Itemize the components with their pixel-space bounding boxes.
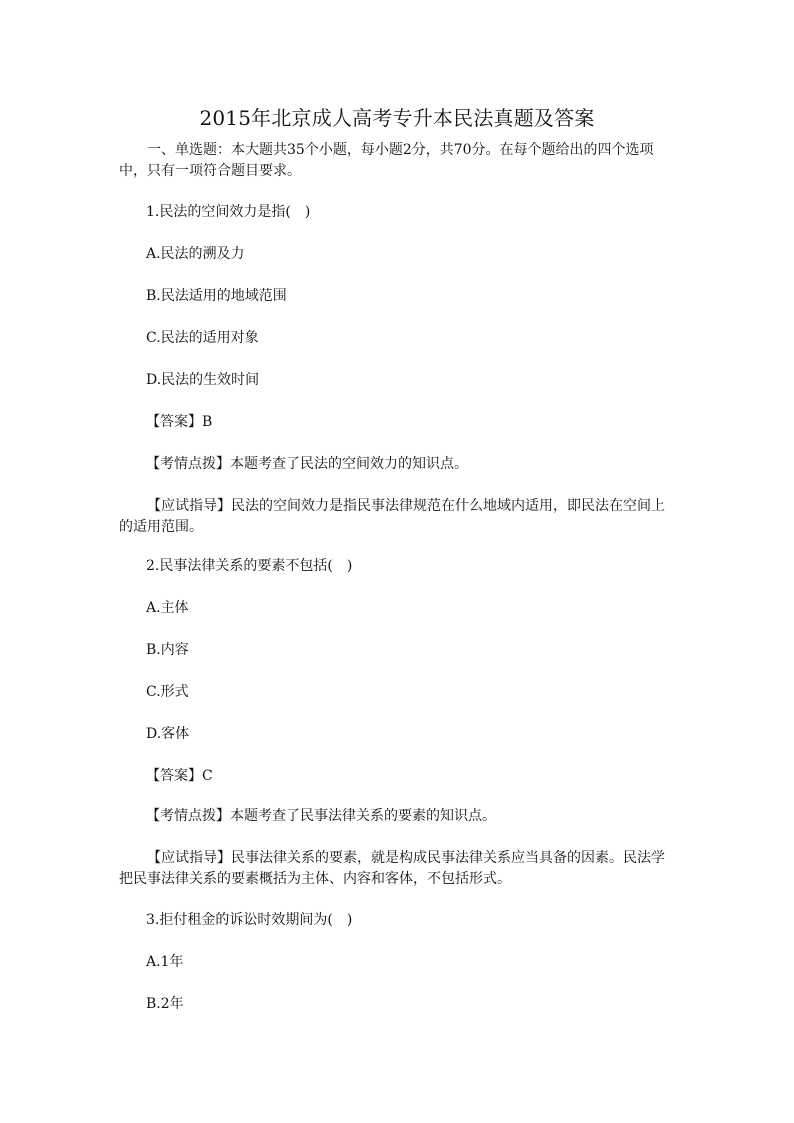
question-1-answer: 【答案】B — [146, 414, 213, 430]
question-1-option-b: B.民法适用的地域范围 — [146, 288, 287, 304]
question-1-option-c: C.民法的适用对象 — [146, 330, 259, 346]
question-2-option-b: B.内容 — [146, 642, 189, 658]
section-intro: 一、单选题：本大题共35个小题，每小题2分，共70分。在每个题给出的四个选项中，只有一项符合题目要求。 — [119, 142, 654, 179]
question-1-guidance: 【应试指导】民法的空间效力是指民事法律规范在什么地域内适用，即民法在空间上的适用范围。 — [119, 498, 665, 535]
question-1-knowledge-point: 【考情点拨】本题考查了民法的空间效力的知识点。 — [146, 456, 468, 472]
question-2-knowledge-point: 【考情点拨】本题考查了民事法律关系的要素的知识点。 — [146, 808, 496, 824]
question-2-option-a: A.主体 — [146, 600, 189, 616]
question-1: 1.民法的空间效力是指( ) — [146, 204, 311, 220]
question-3-option-a: A.1年 — [146, 954, 184, 970]
question-2: 2.民事法律关系的要素不包括( ) — [146, 558, 353, 574]
question-3-option-b: B.2年 — [146, 996, 184, 1012]
question-3: 3.拒付租金的诉讼时效期间为( ) — [146, 912, 353, 928]
document-title: 2015年北京成人高考专升本民法真题及答案 — [199, 106, 595, 130]
question-2-answer: 【答案】C — [146, 768, 213, 784]
question-1-option-d: D.民法的生效时间 — [146, 372, 260, 388]
question-2-option-c: C.形式 — [146, 684, 189, 700]
question-2-guidance: 【应试指导】民事法律关系的要素，就是构成民事法律关系应当具备的因素。民法学把民事法律关系的要素概括为主体、内容和客体，不包括形式。 — [119, 850, 665, 887]
question-1-option-a: A.民法的溯及力 — [146, 246, 245, 262]
question-2-option-d: D.客体 — [146, 726, 190, 742]
